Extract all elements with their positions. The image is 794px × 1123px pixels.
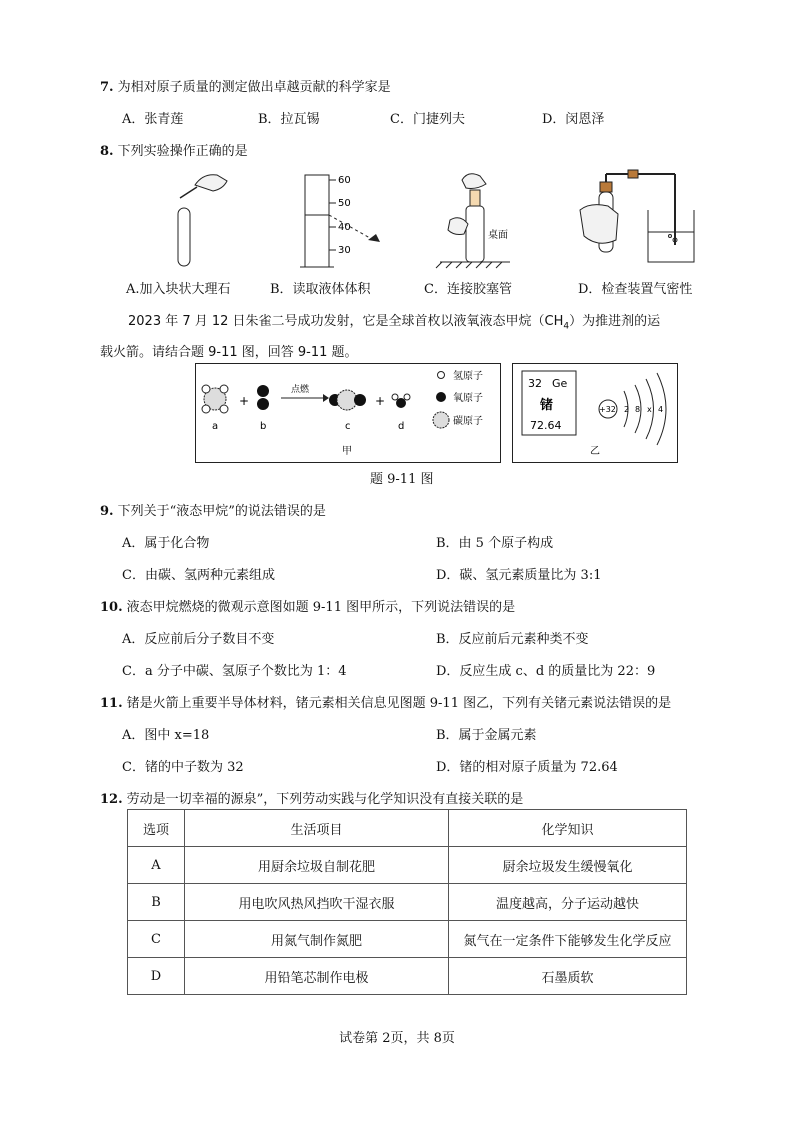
illustration-a-add-marble (178, 175, 227, 266)
legend-oxygen-icon (436, 392, 446, 402)
q11-option-d: D．锗的相对原子质量为 72.64 (436, 760, 618, 775)
table-cell: C (128, 921, 185, 958)
molecule-b (257, 385, 269, 410)
illustration-d-check-airtightness (580, 170, 694, 262)
q7-option-c: C．门捷列夫 (390, 112, 465, 127)
cylinder-tick-30: 30 (338, 245, 351, 256)
q8-caption-b: B．读取液体体积 (270, 282, 371, 297)
table-header-cell: 选项 (128, 810, 185, 847)
q7-option-a: A．张青莲 (122, 112, 184, 127)
table-cell: D (128, 958, 185, 995)
q9-option-a: A．属于化合物 (122, 536, 210, 551)
table-row (128, 847, 687, 884)
table-cell: 用厨余垃圾自制花肥 (185, 847, 449, 884)
question-12-stem: 12. 劳动是一切幸福的源泉”，下列劳动实践与化学知识没有直接关联的是 (100, 792, 524, 807)
q9-option-d: D．碳、氢元素质量比为 3:1 (436, 568, 602, 583)
table-row (128, 958, 687, 995)
legend-carbon: 碳原子 (453, 416, 483, 427)
question-10-stem: 10. 液态甲烷燃烧的微观示意图如题 9-11 图甲所示，下列说法错误的是 (100, 600, 516, 615)
q8-caption-a: A.加入块状大理石 (126, 282, 231, 297)
q11-option-a: A．图中 x=18 (122, 728, 210, 743)
table-header-cell: 化学知识 (449, 810, 687, 847)
illustration-b-read-volume (300, 175, 380, 267)
q10-option-d: D．反应生成 c、d 的质量比为 22：9 (436, 664, 656, 679)
molecule-label-c: c (345, 421, 351, 432)
table-row (128, 921, 687, 958)
molecule-label-a: a (212, 421, 219, 432)
table-header-cell: 生活项目 (185, 810, 449, 847)
question-9-stem: 9. 下列关于“液态甲烷”的说法错误的是 (100, 504, 326, 519)
legend-hydrogen-icon (438, 372, 445, 379)
intro-paragraph-line-1: 2023 年 7 月 12 日朱雀二号成功发射，它是全球首枚以液氧液态甲烷$(CH_4)$为推进剂的运 (128, 314, 661, 332)
question-7-stem: 7. 为相对原子质量的测定做出卓越贡献的科学家是 (100, 80, 391, 95)
legend-hydrogen: 氢原子 (453, 371, 483, 382)
table-cell: 用铅笔芯制作电极 (185, 958, 449, 995)
q8-caption-c: C．连接胶塞管 (424, 282, 512, 297)
shell-1: 2 (624, 405, 630, 414)
q9-option-b: B．由 5 个原子构成 (436, 536, 554, 551)
svg-text:+: + (375, 394, 386, 408)
cylinder-tick-50: 50 (338, 198, 351, 209)
cylinder-tick-60: 60 (338, 175, 351, 186)
arrow-label: 点燃 (291, 385, 310, 395)
element-name: 锗 (540, 398, 554, 413)
figure-jia-reaction (195, 363, 501, 463)
page-footer: 试卷第 2页，共 8页 (339, 1031, 455, 1046)
q10-option-c: C．a 分子中碳、氢原子个数比为 1：4 (122, 664, 347, 679)
legend-carbon-icon (433, 412, 449, 428)
shell-3: x (647, 405, 652, 414)
element-number: 32 (528, 377, 542, 390)
table-cell: 厨余垃圾发生缓慢氧化 (449, 847, 687, 884)
eye-icon (368, 234, 380, 242)
cylinder-tick-40: 40 (338, 222, 351, 233)
q8-caption-d: D．检查装置气密性 (578, 282, 693, 297)
figure-yi-germanium (512, 363, 678, 463)
nucleus-charge: +32 (599, 405, 616, 414)
q10-option-a: A．反应前后分子数目不变 (122, 632, 275, 647)
q11-option-c: C．锗的中子数为 32 (122, 760, 244, 775)
molecule-label-b: b (260, 421, 267, 432)
molecule-d (392, 394, 410, 408)
table-cell: 石墨质软 (449, 958, 687, 995)
q12-table (127, 809, 687, 995)
table-cell: 氮气在一定条件下能够发生化学反应 (449, 921, 687, 958)
figure-yi-label: 乙 (590, 446, 600, 457)
molecule-a (202, 385, 228, 413)
question-11-stem: 11. 锗是火箭上重要半导体材料，锗元素相关信息见图题 9-11 图乙，下列有关锗元素说法错误的是 (100, 696, 672, 711)
table-cell: A (128, 847, 185, 884)
table-cell: 用电吹风热风挡吹干湿衣服 (185, 884, 449, 921)
shell-4: 4 (658, 405, 664, 414)
q9-option-c: C．由碳、氢两种元素组成 (122, 568, 275, 583)
figure-caption: 题 9-11 图 (370, 472, 434, 487)
table-cell: 温度越高，分子运动越快 (449, 884, 687, 921)
table-cell: 用氮气制作氮肥 (185, 921, 449, 958)
q7-option-b: B．拉瓦锡 (258, 112, 320, 127)
element-symbol: Ge (552, 377, 568, 390)
experiment-illustrations (100, 160, 700, 272)
table-row (128, 884, 687, 921)
molecule-label-d: d (398, 421, 405, 432)
legend-oxygen: 氧原子 (453, 393, 483, 404)
molecule-c (329, 390, 366, 410)
table-header-row (128, 810, 687, 847)
illustration-c-connect-stopper (436, 174, 510, 268)
svg-text:+: + (239, 394, 250, 408)
desk-label: 桌面 (488, 230, 508, 241)
intro-paragraph-line-2: 载火箭。请结合题 9-11 图，回答 9-11 题。 (100, 345, 358, 360)
q7-option-d: D．闵恩泽 (542, 112, 605, 127)
question-8-stem: 8. 下列实验操作正确的是 (100, 144, 248, 159)
table-cell: B (128, 884, 185, 921)
q10-option-b: B．反应前后元素种类不变 (436, 632, 589, 647)
figure-jia-label: 甲 (342, 446, 352, 457)
element-mass: 72.64 (530, 419, 562, 432)
q11-option-b: B．属于金属元素 (436, 728, 537, 743)
shell-2: 8 (635, 405, 641, 414)
